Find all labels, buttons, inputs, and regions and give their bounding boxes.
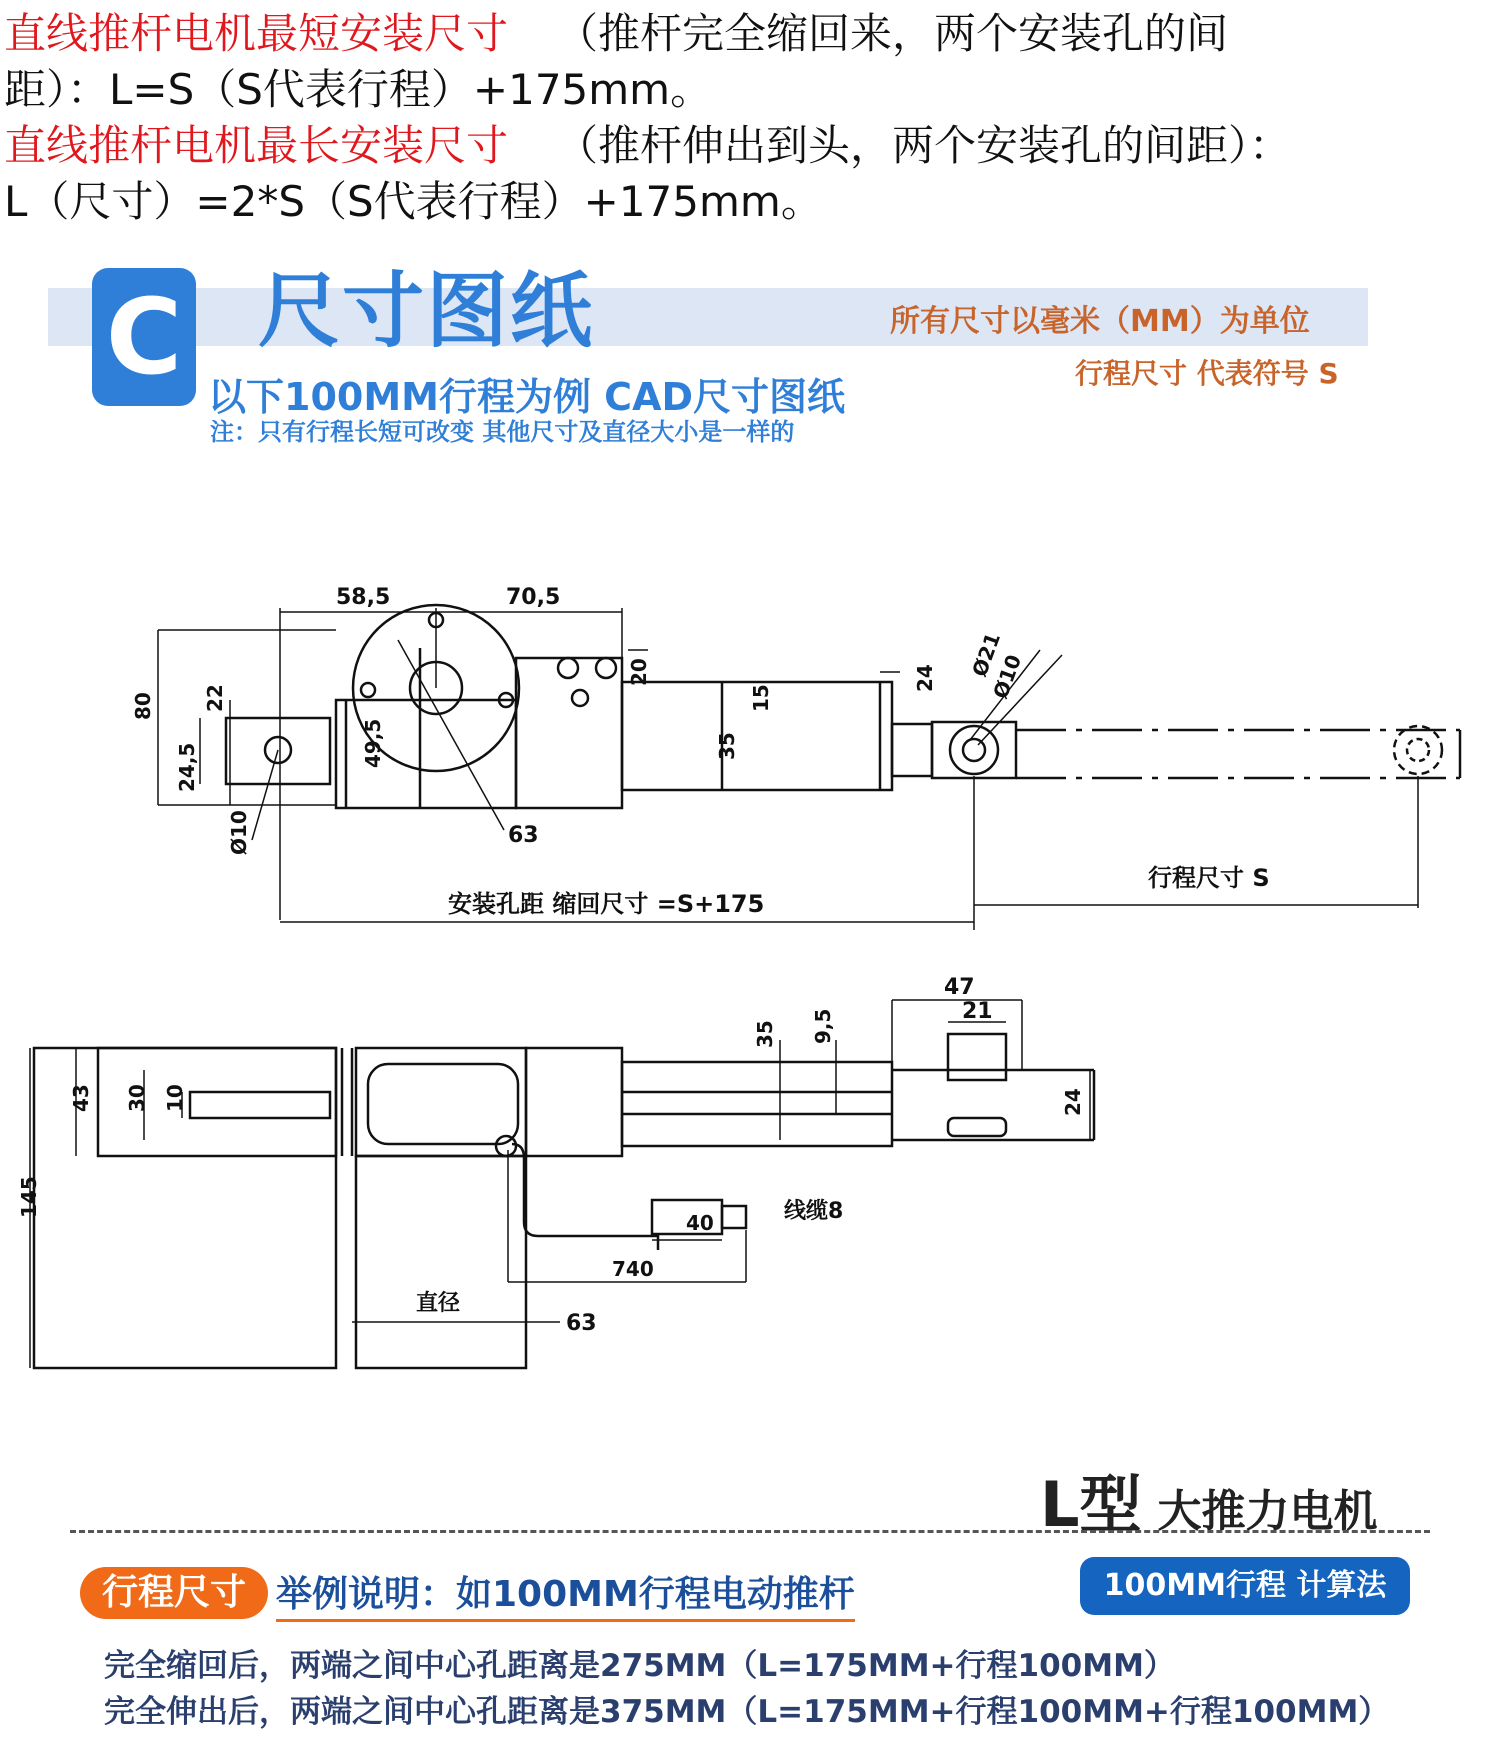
example-title: 举例说明：如100MM行程电动推杆 xyxy=(276,1566,855,1622)
dim-70-5: 70,5 xyxy=(506,585,561,610)
dashed-divider xyxy=(70,1530,1430,1533)
model-type: L型 xyxy=(1040,1468,1142,1541)
dim-63-side: 63 xyxy=(566,1311,597,1336)
dim-24: 24 xyxy=(913,664,937,692)
extended-distance-text: 完全伸出后，两端之间中心孔距离是375MM（L=175MM+行程100MM+行程100MM） xyxy=(104,1694,1390,1730)
dim-58-5: 58,5 xyxy=(336,585,391,610)
longest-size-explanation: （推杆伸出到头，两个安装孔的间距）： xyxy=(556,121,1292,170)
motor-body xyxy=(356,1156,526,1368)
housing xyxy=(516,658,622,808)
front-mount-hole xyxy=(963,739,985,761)
shortest-size-explanation: （推杆完全缩回来，两个安装孔的间 xyxy=(556,9,1229,58)
banner-title: 尺寸图纸 xyxy=(258,264,595,359)
dim-9-5: 9,5 xyxy=(811,1008,835,1044)
model-description: 大推力电机 xyxy=(1157,1486,1378,1537)
intro-line-4: L（尺寸）=2*S（S代表行程）+175mm。 xyxy=(4,177,823,226)
rod-end-side xyxy=(948,1034,1006,1080)
dim-phi10-right: Ø10 xyxy=(988,651,1027,702)
longest-size-heading: 直线推杆电机最长安装尺寸 xyxy=(4,121,509,170)
stroke-size-tag: 行程尺寸 xyxy=(80,1567,268,1619)
dim-49-5: 49,5 xyxy=(361,718,385,768)
dim-20: 20 xyxy=(627,658,651,686)
dim-40: 40 xyxy=(686,1211,714,1235)
unit-note: 所有尺寸以毫米（MM）为单位 xyxy=(890,304,1310,339)
dim-24-side: 24 xyxy=(1061,1088,1085,1116)
dim-24-5: 24,5 xyxy=(175,742,199,792)
dim-63-top: 63 xyxy=(508,823,539,848)
dim-15: 15 xyxy=(749,684,773,712)
side-view-drawing xyxy=(30,1000,1094,1368)
dim-10: 10 xyxy=(163,1084,187,1112)
gearbox-side xyxy=(526,1048,622,1156)
diameter-label: 直径 xyxy=(416,1291,461,1316)
shortest-size-heading: 直线推杆电机最短安装尺寸 xyxy=(4,9,509,58)
dim-30: 30 xyxy=(125,1084,149,1112)
install-distance-label: 安装孔距 缩回尺寸 =S+175 xyxy=(448,890,765,918)
dim-22: 22 xyxy=(203,684,227,712)
retracted-distance-text: 完全缩回后，两端之间中心孔距离是275MM（L=175MM+行程100MM） xyxy=(104,1648,1175,1684)
logo-letter: C xyxy=(105,276,183,398)
intro-line-2: 距）：L=S（S代表行程）+175mm。 xyxy=(4,65,713,114)
dim-21: 21 xyxy=(962,999,993,1024)
note-caption: 注：只有行程长短可改变 其他尺寸及直径大小是一样的 xyxy=(210,418,795,446)
dim-phi10-left: Ø10 xyxy=(227,810,251,855)
dim-phi21: Ø21 xyxy=(967,629,1006,680)
dim-740: 740 xyxy=(612,1257,654,1281)
cable-label: 线缆8 xyxy=(784,1199,844,1224)
dim-80: 80 xyxy=(131,692,155,720)
example-caption: 以下100MM行程为例 CAD尺寸图纸 xyxy=(208,375,846,419)
dim-35-side: 35 xyxy=(753,1020,777,1048)
top-view-dimensions xyxy=(131,585,1270,918)
tube-side xyxy=(622,1062,892,1146)
symbol-note: 行程尺寸 代表符号 S xyxy=(1075,357,1339,390)
calc-method-badge: 100MM行程 计算法 xyxy=(1080,1557,1410,1615)
stroke-size-label: 行程尺寸 S xyxy=(1148,864,1270,892)
dim-145: 145 xyxy=(17,1176,41,1218)
front-rod-end xyxy=(932,722,1016,778)
dim-35: 35 xyxy=(715,732,739,760)
dim-43: 43 xyxy=(69,1084,93,1112)
dim-47: 47 xyxy=(944,975,975,1000)
